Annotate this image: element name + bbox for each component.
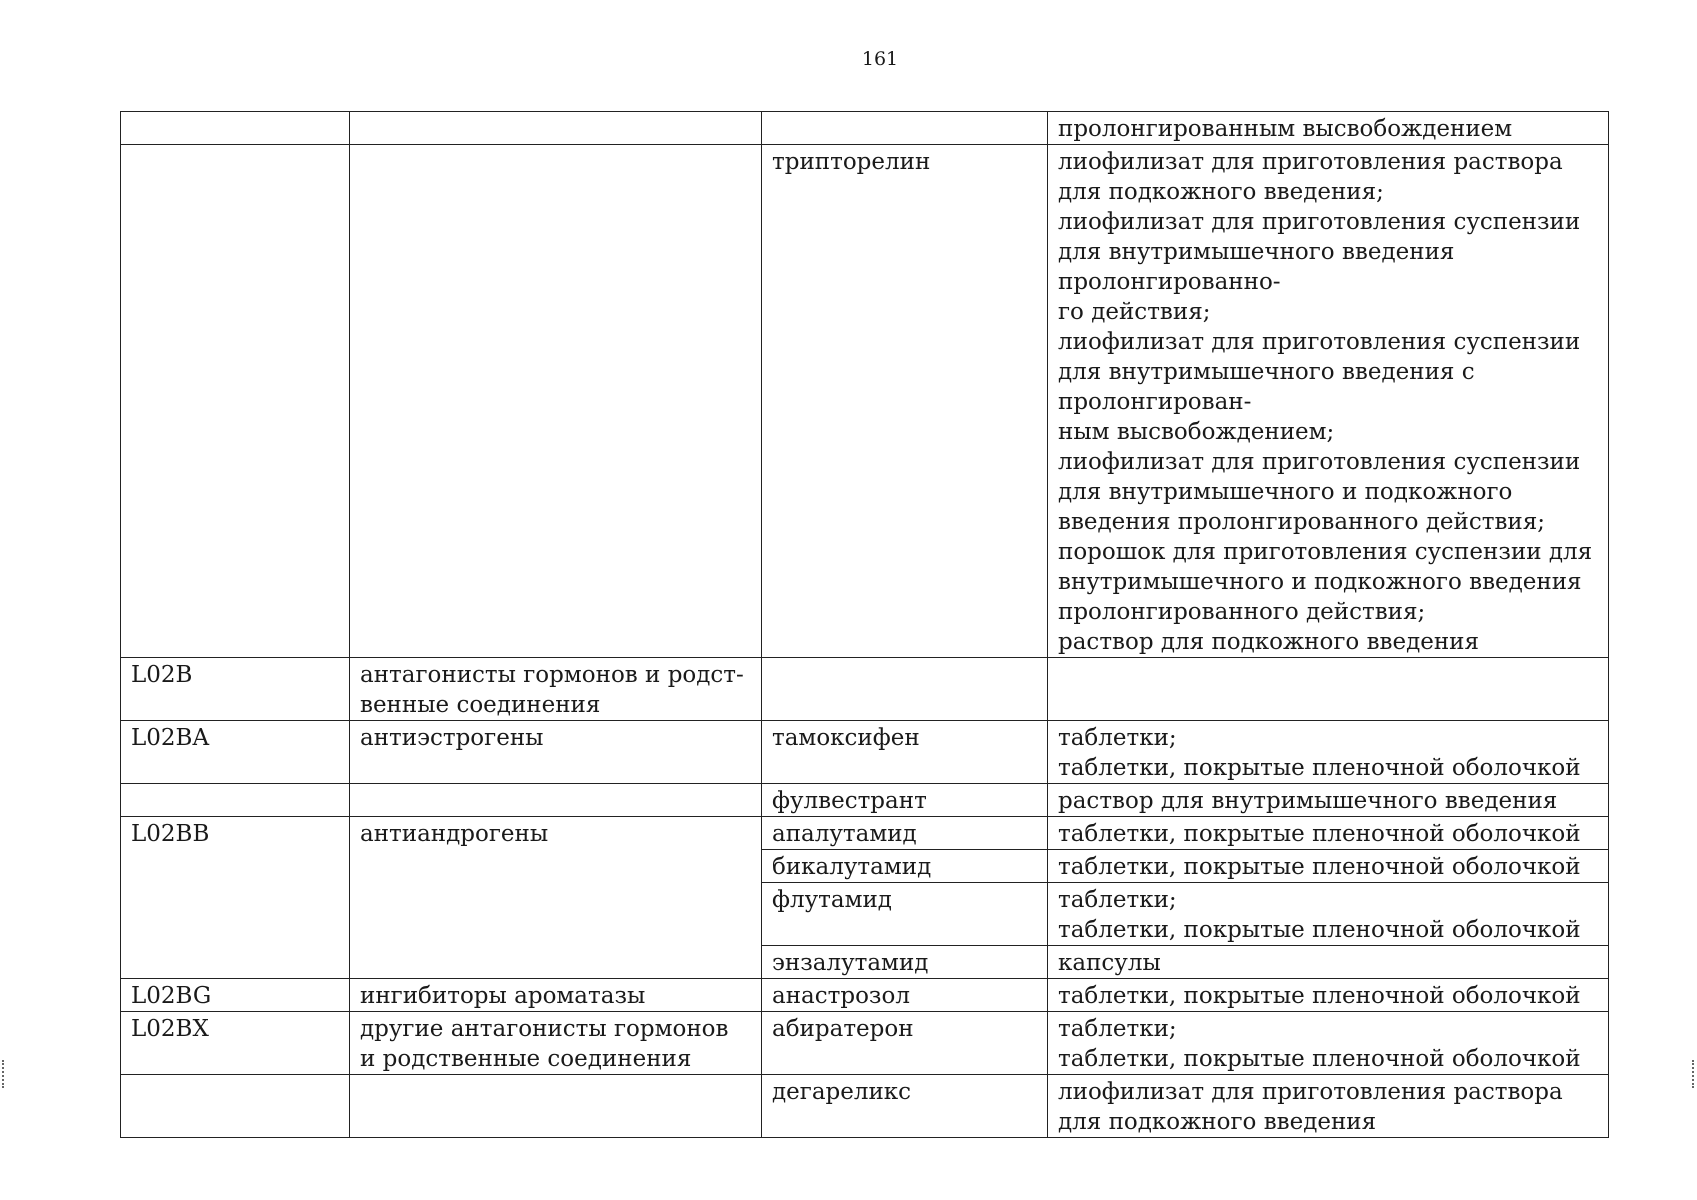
- drug-name-cell: флутамид: [762, 883, 1048, 946]
- table-row: [121, 1075, 1609, 1138]
- drug-name-cell: трипторелин: [762, 145, 1048, 658]
- dosage-form-cell: таблетки; таблетки, покрытые пленочной оболочкой: [1048, 1012, 1609, 1075]
- group-name-cell: антиэстрогены: [350, 721, 762, 784]
- table-row: [121, 1012, 1609, 1075]
- dosage-form-cell: раствор для внутримышечного введения: [1048, 784, 1609, 817]
- atc-code-cell: [121, 112, 350, 145]
- dosage-form-cell: таблетки, покрытые пленочной оболочкой: [1048, 850, 1609, 883]
- dosage-form-cell: таблетки, покрытые пленочной оболочкой: [1048, 817, 1609, 850]
- drug-name-cell: [762, 112, 1048, 145]
- atc-code-cell: [121, 145, 350, 658]
- scan-edge-mark-left: [2, 1060, 6, 1088]
- dosage-form-cell: таблетки, покрытые пленочной оболочкой: [1048, 979, 1609, 1012]
- dosage-form-cell: пролонгированным высвобождением: [1048, 112, 1609, 145]
- atc-code-cell: [121, 784, 350, 817]
- group-name-cell: [350, 1075, 762, 1138]
- dosage-form-cell: лиофилизат для приготовления раствора для подкожного введения: [1048, 1075, 1609, 1138]
- atc-code-cell: L02BX: [121, 1012, 350, 1075]
- table-row: [121, 979, 1609, 1012]
- scan-edge-mark-right: [1692, 1060, 1696, 1088]
- atc-code-cell: L02BG: [121, 979, 350, 1012]
- drug-name-cell: анастрозол: [762, 979, 1048, 1012]
- table-row: [121, 784, 1609, 817]
- atc-code-cell: [121, 1075, 350, 1138]
- group-name-cell: [350, 145, 762, 658]
- table-row: [121, 817, 1609, 850]
- group-name-cell: ингибиторы ароматазы: [350, 979, 762, 1012]
- group-name-cell: антиандрогены: [350, 817, 762, 979]
- table-row: [121, 721, 1609, 784]
- table-row: [121, 112, 1609, 145]
- atc-code-cell: L02BB: [121, 817, 350, 979]
- drug-name-cell: тамоксифен: [762, 721, 1048, 784]
- table-row: [121, 658, 1609, 721]
- dosage-form-cell: таблетки; таблетки, покрытые пленочной оболочкой: [1048, 721, 1609, 784]
- group-name-cell: антагонисты гормонов и родст- венные соединения: [350, 658, 762, 721]
- drug-name-cell: бикалутамид: [762, 850, 1048, 883]
- table-row: [121, 145, 1609, 658]
- group-name-cell: [350, 112, 762, 145]
- drug-table: [120, 111, 1609, 1138]
- dosage-form-cell: лиофилизат для приготовления раствора для подкожного введения; лиофилизат для приготовления суспензии для внутримышечного введения пролонгированно- го действия; лиофилизат для приготовления суспензии для внутримышечного введения с пролонгирован- ным высвобождением; лиофилизат для приготовления суспензии для внутримышечного и подкожного введения пролонгированного действия; порошок для приготовления суспензии для внутримышечного и подкожного введения пролонгированного действия; раствор для подкожного введения: [1048, 145, 1609, 658]
- drug-name-cell: апалутамид: [762, 817, 1048, 850]
- drug-name-cell: [762, 658, 1048, 721]
- dosage-form-cell: [1048, 658, 1609, 721]
- group-name-cell: другие антагонисты гормонов и родственные соединения: [350, 1012, 762, 1075]
- drug-name-cell: абиратерон: [762, 1012, 1048, 1075]
- drug-name-cell: фулвестрант: [762, 784, 1048, 817]
- dosage-form-cell: таблетки; таблетки, покрытые пленочной оболочкой: [1048, 883, 1609, 946]
- group-name-cell: [350, 784, 762, 817]
- page-number: 161: [861, 48, 899, 70]
- drug-name-cell: энзалутамид: [762, 946, 1048, 979]
- atc-code-cell: L02BA: [121, 721, 350, 784]
- dosage-form-cell: капсулы: [1048, 946, 1609, 979]
- drug-name-cell: дегареликс: [762, 1075, 1048, 1138]
- atc-code-cell: L02B: [121, 658, 350, 721]
